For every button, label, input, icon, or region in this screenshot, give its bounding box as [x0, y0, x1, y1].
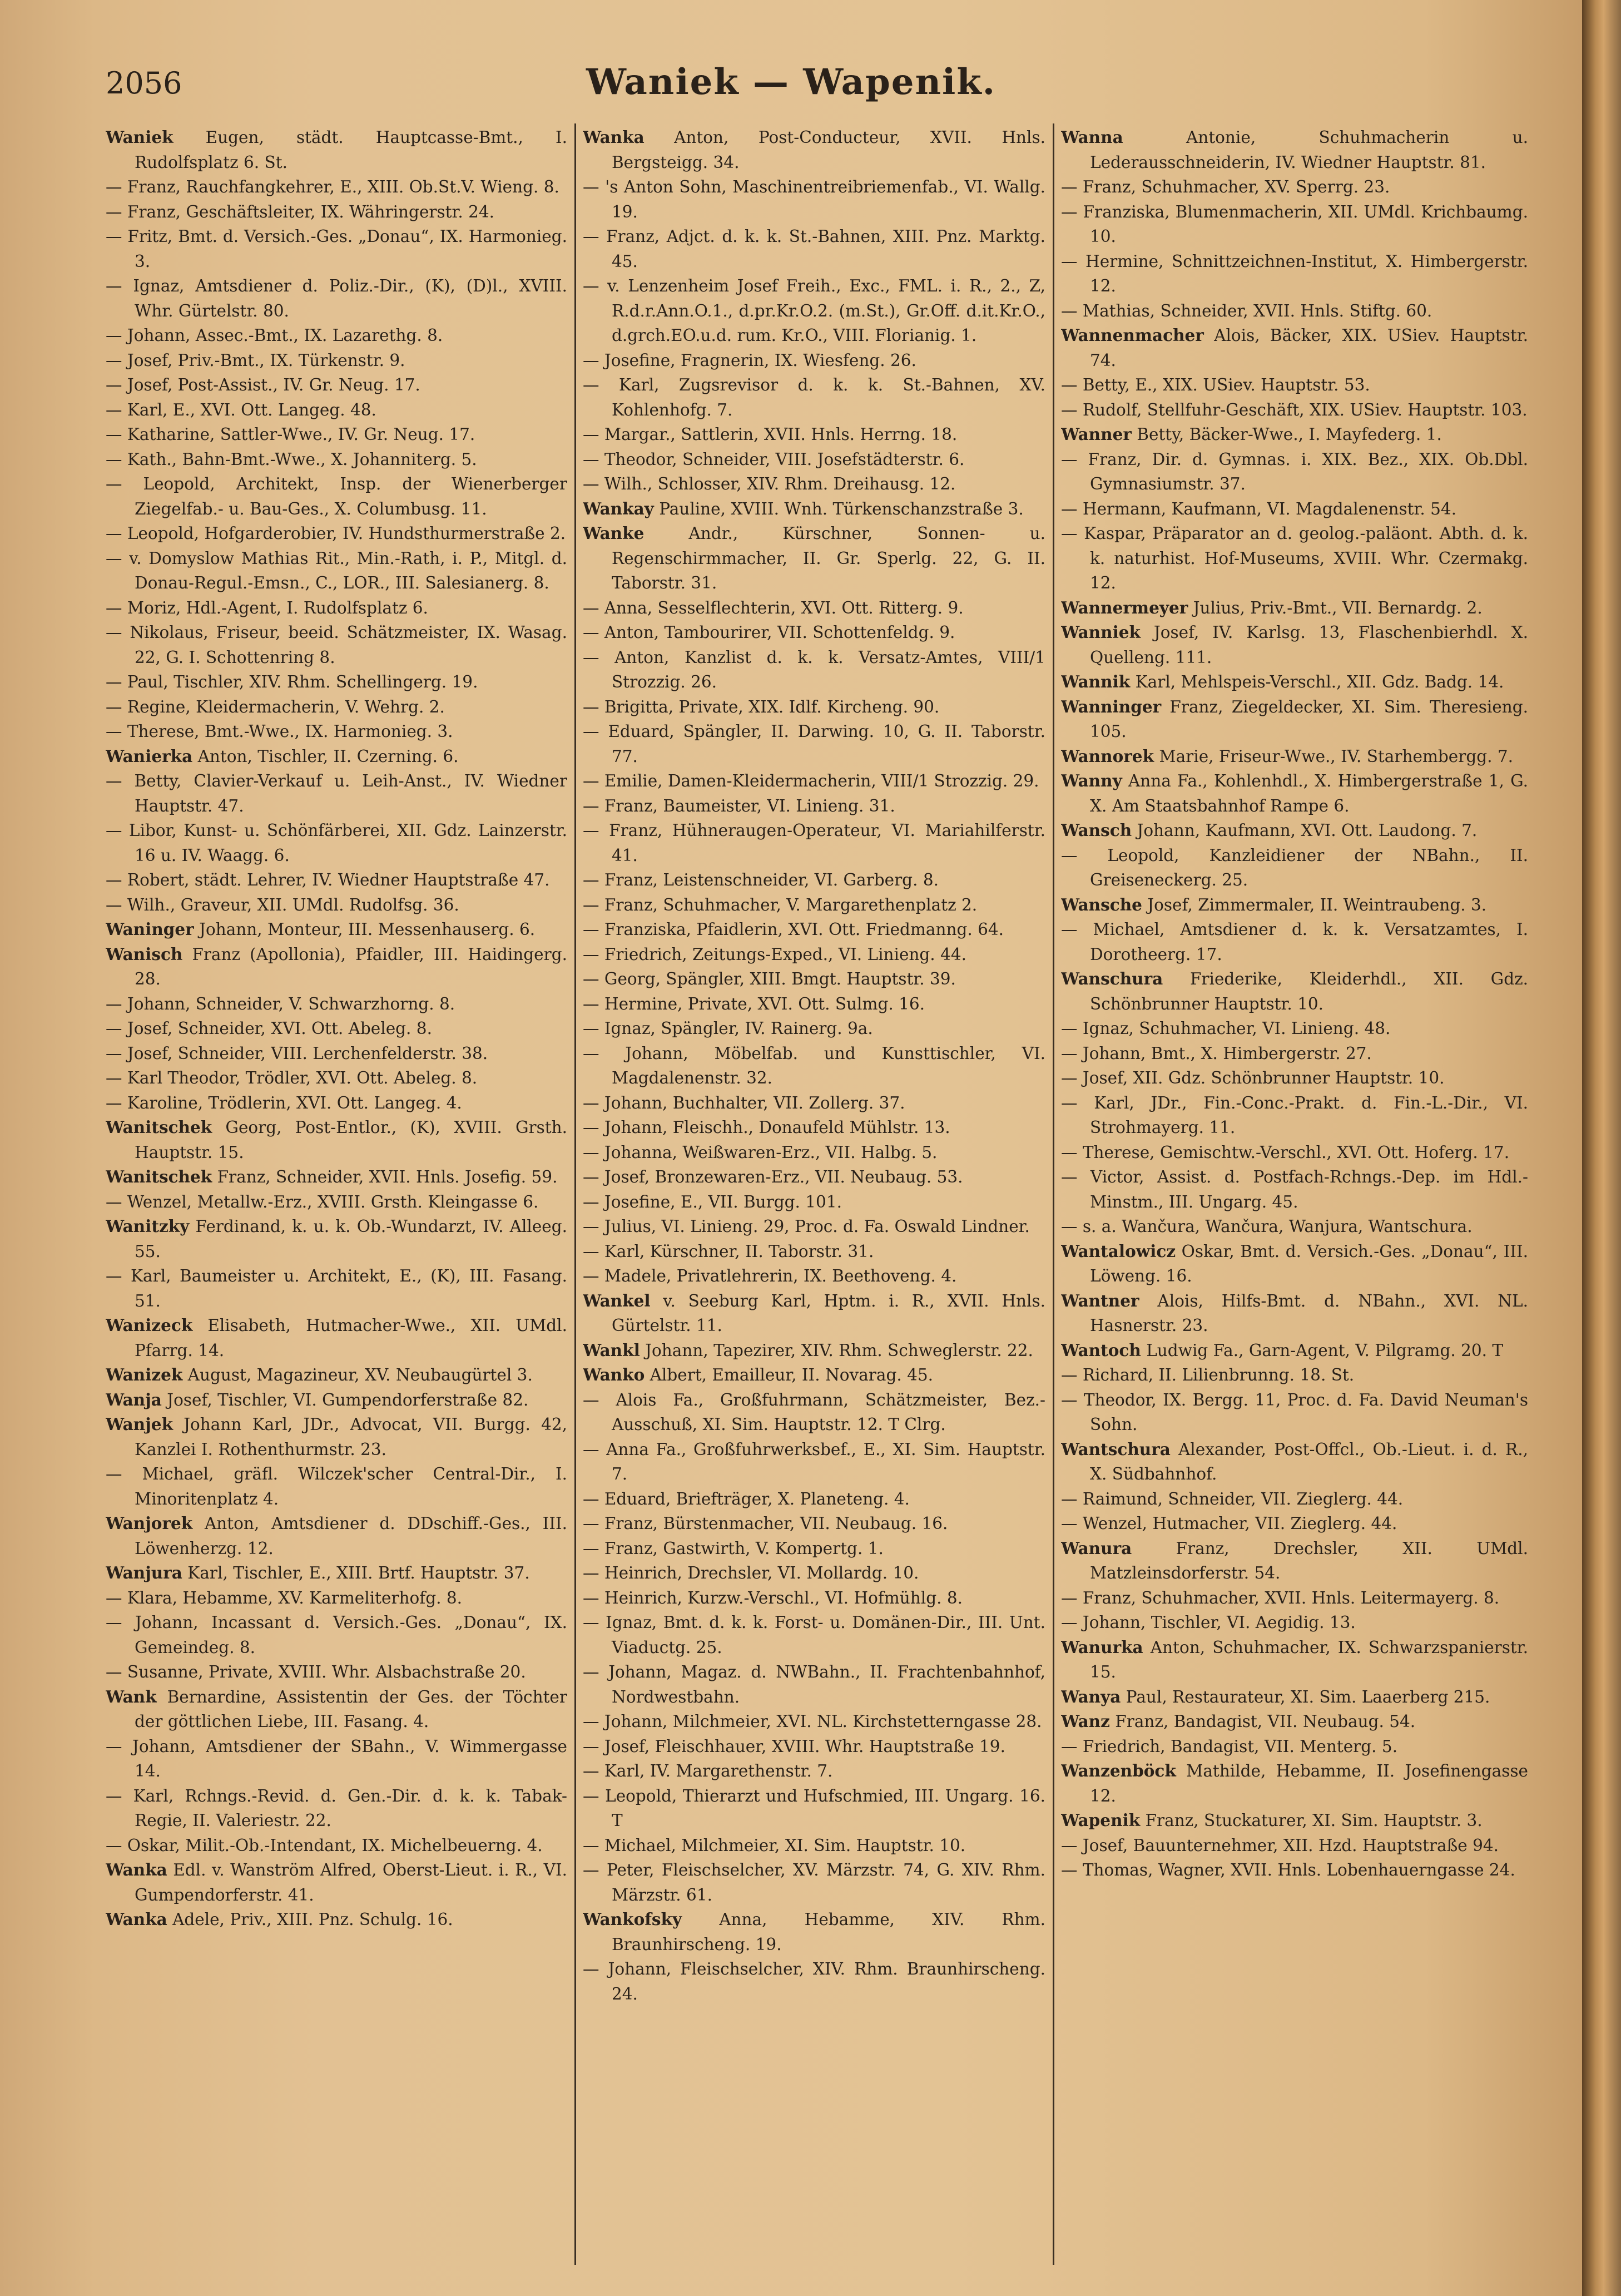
- directory-entry: — Karl, IV. Margarethenstr. 7.: [583, 1761, 833, 1780]
- directory-entry: — Johann, Möbelfab. und Kunsttischler, VI. Magdalenenstr. 32.: [583, 1043, 1045, 1087]
- directory-entry: — Fritz, Bmt. d. Versich.-Ges. „Donau“, IX. Harmonieg. 3.: [106, 227, 567, 271]
- column-3: [1061, 125, 1528, 2272]
- directory-entry: Wanura Franz, Drechsler, XII. UMdl. Matzleinsdorferstr. 54.: [1061, 1538, 1528, 1582]
- directory-entry: Wanja Josef, Tischler, VI. Gumpendorferstraße 82.: [106, 1389, 529, 1409]
- column-2: [583, 125, 1045, 2272]
- directory-entry: Wansch Johann, Kaufmann, XVI. Ott. Laudong. 7.: [1061, 820, 1478, 840]
- directory-entry: — Anna, Sesselflechterin, XVI. Ott. Ritterg. 9.: [583, 598, 964, 617]
- directory-entry: — Regine, Kleidermacherin, V. Wehrg. 2.: [106, 697, 445, 716]
- directory-entry: — Ignaz, Schuhmacher, VI. Linieng. 48.: [1061, 1019, 1391, 1038]
- directory-entry: — Franz, Hühneraugen-Operateur, VI. Mariahilferstr. 41.: [583, 821, 1045, 865]
- directory-entry: Wantalowicz Oskar, Bmt. d. Versich.-Ges. „Donau“, III. Löweng. 16.: [1061, 1241, 1528, 1285]
- directory-entry: — Josef, Schneider, XVI. Ott. Abeleg. 8.: [106, 1019, 432, 1038]
- directory-entry: Wantner Alois, Hilfs-Bmt. d. NBahn., XVI. NL. Hasnerstr. 23.: [1061, 1290, 1528, 1335]
- directory-entry: Wanninger Franz, Ziegeldecker, XI. Sim. Theresieng. 105.: [1061, 696, 1528, 741]
- page-header: [0, 61, 1582, 111]
- directory-entry: — Therese, Gemischtw.-Verschl., XVI. Ott. Hoferg. 17.: [1061, 1142, 1510, 1162]
- directory-entry: Wanke Andr., Kürschner, Sonnen- u. Regenschirmmacher, II. Gr. Sperlg. 22, G. II. Taborstr. 31.: [583, 523, 1045, 592]
- directory-entry: Wanisch Franz (Apollonia), Pfaidler, III. Haidingerg. 28.: [106, 944, 567, 988]
- directory-entry: — Wilh., Graveur, XII. UMdl. Rudolfsg. 36.: [106, 895, 459, 914]
- directory-entry: — Karl, Zugsrevisor d. k. k. St.-Bahnen, XV. Kohlenhofg. 7.: [583, 375, 1045, 419]
- column-1: [106, 125, 567, 2272]
- directory-entry: — Leopold, Architekt, Insp. der Wienerberger Ziegelfab.- u. Bau-Ges., X. Columbusg. 11.: [106, 474, 567, 518]
- directory-entry: — Eduard, Spängler, II. Darwing. 10, G. II. Taborstr. 77.: [583, 722, 1045, 766]
- directory-entry: Wankay Pauline, XVIII. Wnh. Türkenschanzstraße 3.: [583, 498, 1024, 518]
- directory-entry: — Josef, Bronzewaren-Erz., VII. Neubaug. 53.: [583, 1167, 963, 1186]
- directory-entry: Wanna Antonie, Schuhmacherin u. Lederausschneiderin, IV. Wiedner Hauptstr. 81.: [1061, 127, 1528, 172]
- directory-entry: — Paul, Tischler, XIV. Rhm. Schellingerg. 19.: [106, 672, 478, 691]
- directory-entry: Wanya Paul, Restaurateur, XI. Sim. Laaerberg 215.: [1061, 1686, 1490, 1706]
- directory-entry: — Franziska, Pfaidlerin, XVI. Ott. Friedmanng. 64.: [583, 920, 1004, 939]
- directory-entry: — Rudolf, Stellfuhr-Geschäft, XIX. USiev. Hauptstr. 103.: [1061, 400, 1528, 419]
- directory-entry: Wanitschek Georg, Post-Entlor., (K), XVIII. Grsth. Hauptstr. 15.: [106, 1117, 567, 1162]
- page-number: 2056: [106, 66, 182, 101]
- directory-entry: — Hermine, Private, XVI. Ott. Sulmg. 16.: [583, 994, 925, 1013]
- directory-entry: — Susanne, Private, XVIII. Whr. Alsbachstraße 20.: [106, 1662, 526, 1681]
- directory-entry: Wankl Johann, Tapezirer, XIV. Rhm. Schweglerstr. 22.: [583, 1340, 1033, 1360]
- directory-entry: — Madele, Privatlehrerin, IX. Beethoveng. 4.: [583, 1266, 957, 1285]
- directory-entry: — Josef, Bauunternehmer, XII. Hzd. Hauptstraße 94.: [1061, 1835, 1499, 1855]
- running-head: Waniek — Wapenik.: [586, 61, 996, 103]
- directory-entry: — Leopold, Thierarzt und Hufschmied, III. Ungarg. 16. T: [583, 1786, 1045, 1830]
- directory-entry: — Raimund, Schneider, VII. Zieglerg. 44.: [1061, 1489, 1404, 1508]
- directory-entry: — Alois Fa., Großfuhrmann, Schätzmeister, Bez.-Ausschuß, XI. Sim. Hauptstr. 12. T Clrg.: [583, 1390, 1045, 1434]
- directory-entry: — Franz, Geschäftsleiter, IX. Währingerstr. 24.: [106, 202, 495, 221]
- directory-entry: Wanzenböck Mathilde, Hebamme, II. Josefinengasse 12.: [1061, 1761, 1528, 1805]
- directory-entry: — Libor, Kunst- u. Schönfärberei, XII. Gdz. Lainzerstr. 16 u. IV. Waagg. 6.: [106, 821, 567, 865]
- directory-entry: — Josef, Fleischhauer, XVIII. Whr. Hauptstraße 19.: [583, 1736, 1005, 1756]
- directory-entry: — Anton, Kanzlist d. k. k. Versatz-Amtes, VIII/1 Strozzig. 26.: [583, 647, 1045, 691]
- directory-entry: — Johann, Assec.-Bmt., IX. Lazarethg. 8.: [106, 326, 443, 345]
- directory-entry: — Mathias, Schneider, XVII. Hnls. Stiftg. 60.: [1061, 301, 1432, 320]
- directory-entry: — Betty, E., XIX. USiev. Hauptstr. 53.: [1061, 375, 1370, 394]
- directory-entry: — Margar., Sattlerin, XVII. Hnls. Herrng. 18.: [583, 425, 958, 444]
- directory-entry: Wanjorek Anton, Amtsdiener d. DDschiff.-Ges., III. Löwenherzg. 12.: [106, 1513, 567, 1558]
- directory-entry: — Johann, Schneider, V. Schwarzhorng. 8.: [106, 994, 455, 1013]
- directory-entry: Waninger Johann, Monteur, III. Messenhauserg. 6.: [106, 919, 536, 939]
- directory-entry: Wankel v. Seeburg Karl, Hptm. i. R., XVII. Hnls. Gürtelstr. 11.: [583, 1290, 1045, 1335]
- directory-entry: — Johann, Incassant d. Versich.-Ges. „Donau“, IX. Gemeindeg. 8.: [106, 1613, 567, 1657]
- directory-entry: — Johann, Bmt., X. Himbergerstr. 27.: [1061, 1043, 1372, 1063]
- directory-entry: — Josef, Priv.-Bmt., IX. Türkenstr. 9.: [106, 350, 405, 370]
- directory-entry: Wanitschek Franz, Schneider, XVII. Hnls. Josefig. 59.: [106, 1167, 558, 1186]
- directory-entry: — Johann, Milchmeier, XVI. NL. Kirchstetterngasse 28.: [583, 1712, 1042, 1731]
- directory-entry: — Franz, Schuhmacher, XVII. Hnls. Leitermayerg. 8.: [1061, 1588, 1500, 1607]
- directory-entry: Wantoch Ludwig Fa., Garn-Agent, V. Pilgramg. 20. T: [1061, 1340, 1504, 1360]
- directory-entry: — Josef, Schneider, VIII. Lerchenfelderstr. 38.: [106, 1043, 488, 1063]
- directory-entry: — Theodor, Schneider, VIII. Josefstädterstr. 6.: [583, 449, 965, 469]
- directory-entry: — Karl, E., XVI. Ott. Langeg. 48.: [106, 400, 376, 419]
- directory-entry: Wanschura Friederike, Kleiderhdl., XII. Gdz. Schönbrunner Hauptstr. 10.: [1061, 969, 1528, 1013]
- directory-entry: — Therese, Bmt.-Wwe., IX. Harmonieg. 3.: [106, 722, 453, 741]
- directory-entry: — Michael, Milchmeier, XI. Sim. Hauptstr. 10.: [583, 1835, 966, 1855]
- directory-entry: — Robert, städt. Lehrer, IV. Wiedner Hauptstraße 47.: [106, 870, 550, 889]
- directory-entry: — Heinrich, Kurzw.-Verschl., VI. Hofmühlg. 8.: [583, 1588, 963, 1607]
- directory-entry: — Eduard, Briefträger, X. Planeteng. 4.: [583, 1489, 910, 1508]
- directory-entry: — Johanna, Weißwaren-Erz., VII. Halbg. 5.: [583, 1142, 938, 1162]
- directory-entry: Wanko Albert, Emailleur, II. Novarag. 45.: [583, 1365, 934, 1384]
- directory-entry: — Franz, Rauchfangkehrer, E., XIII. Ob.St.V. Wieng. 8.: [106, 177, 559, 196]
- directory-entry: — Nikolaus, Friseur, beeid. Schätzmeister, IX. Wasag. 22, G. I. Schottenring 8.: [106, 623, 567, 667]
- directory-entry: — Johann, Tischler, VI. Aegidig. 13.: [1061, 1613, 1356, 1632]
- directory-entry: Wannorek Marie, Friseur-Wwe., IV. Starhembergg. 7.: [1061, 746, 1514, 766]
- directory-entry: Wanka Adele, Priv., XIII. Pnz. Schulg. 16.: [106, 1909, 453, 1929]
- directory-entry: — Friedrich, Bandagist, VII. Menterg. 5.: [1061, 1736, 1398, 1756]
- directory-entry: — 's Anton Sohn, Maschinentreibriemenfab., VI. Wallg. 19.: [583, 177, 1045, 221]
- directory-entry: — Johann, Magaz. d. NWBahn., II. Frachtenbahnhof, Nordwestbahn.: [583, 1662, 1045, 1706]
- directory-entry: Wapenik Franz, Stuckaturer, XI. Sim. Hauptstr. 3.: [1061, 1810, 1483, 1830]
- directory-entry: — Leopold, Kanzleidiener der NBahn., II. Greiseneckerg. 25.: [1061, 845, 1528, 889]
- directory-entry: — v. Domyslow Mathias Rit., Min.-Rath, i. P., Mitgl. d. Donau-Regul.-Emsn., C., LOR., III. Salesianerg. 8.: [106, 548, 567, 592]
- directory-entry: — Michael, Amtsdiener d. k. k. Versatzamtes, I. Dorotheerg. 17.: [1061, 920, 1528, 964]
- directory-entry: — Josefine, Fragnerin, IX. Wiesfeng. 26.: [583, 350, 916, 370]
- column-divider: [574, 123, 576, 2265]
- directory-entry: — Johann, Buchhalter, VII. Zollerg. 37.: [583, 1093, 905, 1112]
- directory-entry: — Josef, XII. Gdz. Schönbrunner Hauptstr. 10.: [1061, 1068, 1445, 1087]
- directory-entry: — Ignaz, Amtsdiener d. Poliz.-Dir., (K), (D)l., XVIII. Whr. Gürtelstr. 80.: [106, 276, 567, 320]
- directory-entry: Wanka Edl. v. Wanström Alfred, Oberst-Lieut. i. R., VI. Gumpendorferstr. 41.: [106, 1860, 567, 1904]
- directory-entry: Wanjek Johann Karl, JDr., Advocat, VII. Burgg. 42, Kanzlei I. Rothenthurmstr. 23.: [106, 1414, 567, 1459]
- directory-entry: — Friedrich, Zeitungs-Exped., VI. Linieng. 44.: [583, 944, 966, 964]
- directory-entry: Wanitzky Ferdinand, k. u. k. Ob.-Wundarzt, IV. Alleeg. 55.: [106, 1216, 567, 1261]
- directory-entry: — Franz, Bürstenmacher, VII. Neubaug. 16.: [583, 1514, 948, 1533]
- directory-entry: — Franz, Adjct. d. k. k. St.-Bahnen, XIII. Pnz. Marktg. 45.: [583, 227, 1045, 271]
- directory-entry: — Betty, Clavier-Verkauf u. Leih-Anst., IV. Wiedner Hauptstr. 47.: [106, 771, 567, 815]
- directory-entry: Wansche Josef, Zimmermaler, II. Weintraubeng. 3.: [1061, 894, 1487, 914]
- directory-entry: — Franz, Baumeister, VI. Linieng. 31.: [583, 796, 895, 815]
- directory-entry: — Franz, Gastwirth, V. Kompertg. 1.: [583, 1538, 884, 1558]
- directory-entry: — Richard, II. Lilienbrunng. 18. St.: [1061, 1365, 1355, 1384]
- directory-entry: — Karl, Kürschner, II. Taborstr. 31.: [583, 1241, 874, 1261]
- directory-entry: — Karl, Rchngs.-Revid. d. Gen.-Dir. d. k. k. Tabak-Regie, II. Valeriestr. 22.: [106, 1786, 567, 1830]
- directory-entry: — s. a. Wančura, Wančura, Wanjura, Wantschura.: [1061, 1217, 1473, 1236]
- directory-entry: — Georg, Spängler, XIII. Bmgt. Hauptstr. 39.: [583, 969, 956, 988]
- directory-entry: Wank Bernardine, Assistentin der Ges. der Töchter der göttlichen Liebe, III. Fasang. 4.: [106, 1686, 567, 1731]
- directory-entry: — Josef, Post-Assist., IV. Gr. Neug. 17.: [106, 375, 420, 394]
- directory-entry: — Karoline, Trödlerin, XVI. Ott. Langeg. 4.: [106, 1093, 462, 1112]
- directory-entry: — Franz, Leistenschneider, VI. Garberg. 8.: [583, 870, 939, 889]
- directory-entry: Wannik Karl, Mehlspeis-Verschl., XII. Gdz. Badg. 14.: [1061, 672, 1504, 691]
- directory-entry: — Julius, VI. Linieng. 29, Proc. d. Fa. Oswald Lindner.: [583, 1217, 1030, 1236]
- directory-entry: — Theodor, IX. Bergg. 11, Proc. d. Fa. David Neuman's Sohn.: [1061, 1390, 1528, 1434]
- directory-entry: — Johann, Fleischselcher, XIV. Rhm. Braunhirscheng. 24.: [583, 1959, 1045, 2003]
- directory-entry: Wanner Betty, Bäcker-Wwe., I. Mayfederg. 1.: [1061, 424, 1442, 444]
- directory-entry: Wanz Franz, Bandagist, VII. Neubaug. 54.: [1061, 1711, 1416, 1731]
- directory-entry: — Emilie, Damen-Kleidermacherin, VIII/1 Strozzig. 29.: [583, 771, 1039, 790]
- directory-entry: — Anna Fa., Großfuhrwerksbef., E., XI. Sim. Hauptstr. 7.: [583, 1439, 1045, 1483]
- directory-entry: — Ignaz, Spängler, IV. Rainerg. 9a.: [583, 1019, 873, 1038]
- directory-entry: Wanka Anton, Post-Conducteur, XVII. Hnls. Bergsteigg. 34.: [583, 127, 1045, 172]
- directory-entry: Wannermeyer Julius, Priv.-Bmt., VII. Bernardg. 2.: [1061, 597, 1483, 617]
- directory-entry: — Brigitta, Private, XIX. Idlf. Kircheng. 90.: [583, 697, 940, 716]
- directory-entry: — Franz, Schuhmacher, XV. Sperrg. 23.: [1061, 177, 1390, 196]
- directory-entry: — Johann, Amtsdiener der SBahn., V. Wimmergasse 14.: [106, 1736, 567, 1780]
- directory-entry: — Victor, Assist. d. Postfach-Rchngs.-Dep. im Hdl.-Minstm., III. Ungarg. 45.: [1061, 1167, 1528, 1211]
- directory-entry: — Karl, JDr., Fin.-Conc.-Prakt. d. Fin.-L.-Dir., VI. Strohmayerg. 11.: [1061, 1093, 1528, 1137]
- directory-entry: — Thomas, Wagner, XVII. Hnls. Lobenhauerngasse 24.: [1061, 1860, 1515, 1879]
- directory-entry: — Wilh., Schlosser, XIV. Rhm. Dreihausg. 12.: [583, 474, 956, 493]
- directory-entry: — Peter, Fleischselcher, XV. Märzstr. 74, G. XIV. Rhm. Märzstr. 61.: [583, 1860, 1045, 1904]
- directory-entry: — Kath., Bahn-Bmt.-Wwe., X. Johanniterg. 5.: [106, 449, 477, 469]
- directory-entry: Wanniek Josef, IV. Karlsg. 13, Flaschenbierhdl. X. Quelleng. 111.: [1061, 622, 1528, 667]
- directory-entry: Wanizeck Elisabeth, Hutmacher-Wwe., XII. UMdl. Pfarrg. 14.: [106, 1315, 567, 1360]
- directory-entry: Wanjura Karl, Tischler, E., XIII. Brtf. Hauptstr. 37.: [106, 1563, 530, 1582]
- directory-entry: — Josefine, E., VII. Burgg. 101.: [583, 1192, 842, 1211]
- directory-entry: Wanurka Anton, Schuhmacher, IX. Schwarzspanierstr. 15.: [1061, 1637, 1528, 1681]
- directory-entry: — Karl, Baumeister u. Architekt, E., (K), III. Fasang. 51.: [106, 1266, 567, 1310]
- directory-entry: — Franz, Schuhmacher, V. Margarethenplatz 2.: [583, 895, 978, 914]
- directory-entry: — Moriz, Hdl.-Agent, I. Rudolfsplatz 6.: [106, 598, 428, 617]
- directory-entry: — v. Lenzenheim Josef Freih., Exc., FML. i. R., 2., Z, R.d.r.Ann.O.1., d.pr.Kr.O.2. (m.St.), Gr.Off. d.it.Kr.O., d.grch.EO.u.d. rum. Kr.O., VIII. Florianig. 1.: [583, 276, 1045, 345]
- directory-entry: — Wenzel, Hutmacher, VII. Zieglerg. 44.: [1061, 1514, 1397, 1533]
- directory-entry: Wanny Anna Fa., Kohlenhdl., X. Himbergerstraße 1, G. X. Am Staatsbahnhof Rampe 6.: [1061, 771, 1528, 815]
- directory-entry: — Oskar, Milit.-Ob.-Intendant, IX. Michelbeuerng. 4.: [106, 1835, 543, 1855]
- directory-entry: Wanizek August, Magazineur, XV. Neubaugürtel 3.: [106, 1365, 533, 1384]
- directory-entry: — Anton, Tambourirer, VII. Schottenfeldg. 9.: [583, 623, 955, 642]
- directory-entry: — Heinrich, Drechsler, VI. Mollardg. 10.: [583, 1563, 919, 1582]
- directory-entry: — Franz, Dir. d. Gymnas. i. XIX. Bez., XIX. Ob.Dbl. Gymnasiumstr. 37.: [1061, 449, 1528, 493]
- directory-entry: — Michael, gräfl. Wilczek'scher Central-Dir., I. Minoritenplatz 4.: [106, 1464, 567, 1508]
- directory-entry: — Hermine, Schnittzeichnen-Institut, X. Himbergerstr. 12.: [1061, 251, 1528, 295]
- directory-entry: — Wenzel, Metallw.-Erz., XVIII. Grsth. Kleingasse 6.: [106, 1192, 539, 1211]
- book-spine-edge: [1582, 0, 1621, 2296]
- directory-entry: — Ignaz, Bmt. d. k. k. Forst- u. Domänen-Dir., III. Unt. Viaductg. 25.: [583, 1613, 1045, 1657]
- directory-entry: — Johann, Fleischh., Donaufeld Mühlstr. 13.: [583, 1118, 950, 1137]
- directory-entry: Wantschura Alexander, Post-Offcl., Ob.-Lieut. i. d. R., X. Südbahnhof.: [1061, 1439, 1528, 1483]
- directory-entry: — Karl Theodor, Trödler, XVI. Ott. Abeleg. 8.: [106, 1068, 478, 1087]
- directory-entry: — Kaspar, Präparator an d. geolog.-paläont. Abth. d. k. k. naturhist. Hof-Museums, XVIII. Whr. Czermakg. 12.: [1061, 524, 1528, 592]
- directory-entry: Wankofsky Anna, Hebamme, XIV. Rhm. Braunhirscheng. 19.: [583, 1909, 1045, 1954]
- directory-entry: — Leopold, Hofgarderobier, IV. Hundsthurmerstraße 2.: [106, 524, 566, 543]
- directory-entry: — Hermann, Kaufmann, VI. Magdalenenstr. 54.: [1061, 499, 1457, 518]
- directory-entry: — Katharine, Sattler-Wwe., IV. Gr. Neug. 17.: [106, 425, 475, 444]
- column-divider: [1053, 123, 1054, 2265]
- directory-entry: Wanierka Anton, Tischler, II. Czerning. 6.: [106, 746, 459, 766]
- directory-entry: — Klara, Hebamme, XV. Karmeliterhofg. 8.: [106, 1588, 463, 1607]
- directory-entry: — Franziska, Blumenmacherin, XII. UMdl. Krichbaumg. 10.: [1061, 202, 1528, 246]
- directory-entry: Waniek Eugen, städt. Hauptcasse-Bmt., I. Rudolfsplatz 6. St.: [106, 127, 567, 172]
- directory-entry: Wannenmacher Alois, Bäcker, XIX. USiev. Hauptstr. 74.: [1061, 325, 1528, 370]
